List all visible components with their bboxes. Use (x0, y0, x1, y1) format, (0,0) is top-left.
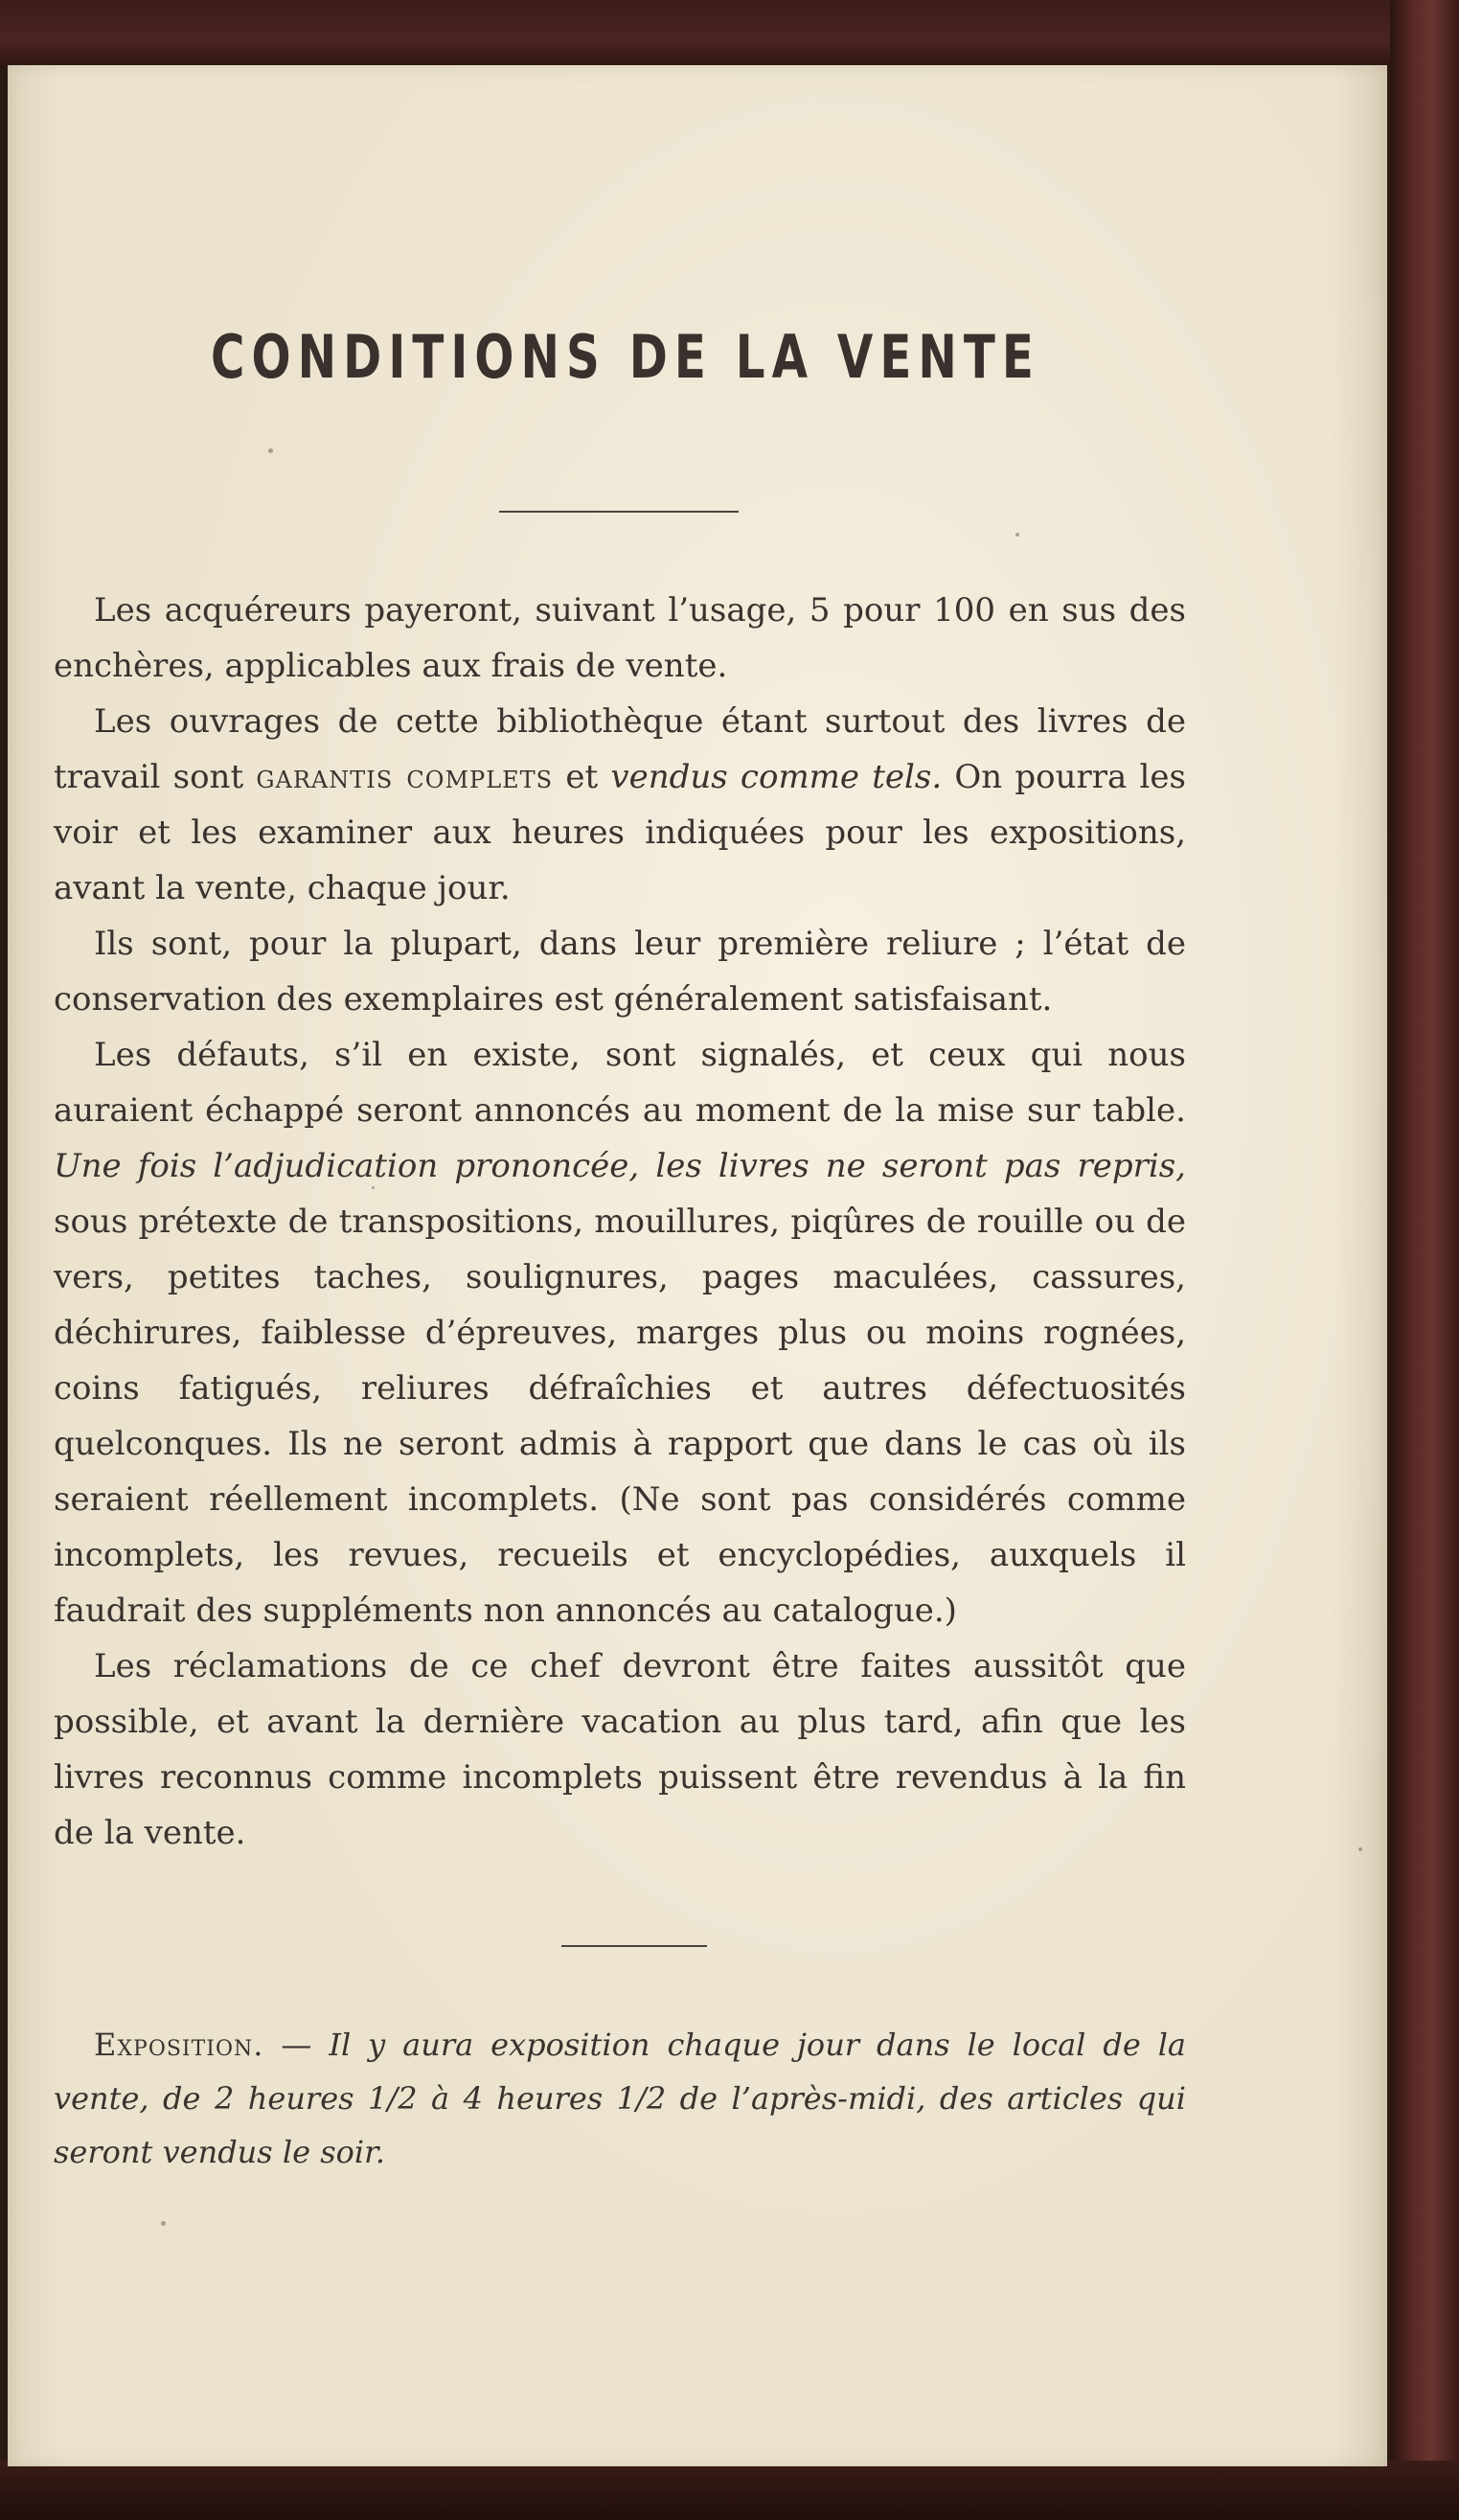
paragraph-claims: Les réclamations de ce chef devront être faites aussitôt que possible, et avant la dernière vacation au plus tard, afin que les livres reconnus comme incomplets puissent être revendus à la fin de la vente. (54, 1647, 1186, 1852)
exposition-note (54, 2018, 1186, 2179)
paragraph-defects-emphasis: Une fois l’adjudication prononcée, les livres ne seront pas repris, (54, 1147, 1186, 1185)
exposition-text: Il y aura exposition chaque jour dans le local de la vente, de 2 heures 1/2 à 4 heures 1/2 de l’après-midi, des articles qui seront vendus le soir. (54, 2027, 1187, 2170)
exposition-dash: — (263, 2027, 330, 2063)
paragraph-defects (54, 1027, 1186, 1638)
title-divider (499, 511, 739, 513)
paragraph-fees: Les acquéreurs payeront, suivant l’usage, 5 pour 100 en sus des enchères, applicables aux frais de vente. (54, 591, 1186, 685)
section-divider (561, 1945, 707, 1947)
paragraph-guarantee (54, 694, 1186, 916)
paragraph-guarantee-rest: On pourra les voir et les examiner aux heures indiquées pour les expositions, avant la vente, chaque jour. (54, 758, 1187, 907)
paragraph-guarantee-intro: Les ouvrages de cette bibliothèque étant surtout des livres de travail sont (54, 702, 1186, 796)
paragraph-defects-intro: Les défauts, s’il en existe, sont signalés, et ceux qui nous auraient échappé seront annoncés au moment de la mise sur table. (54, 1036, 1186, 1130)
page-title: CONDITIONS DE LA VENTE (211, 322, 1040, 392)
paragraph-defects-rest: sous prétexte de transpositions, mouillures, piqûres de rouille ou de vers, petites taches, soulignures, pages maculées, cassures, déchirures, faiblesse d’épreuves, marges plus ou moins rognées, coins fatigués, reliures défraîchies et autres défectuosités quelconques. Ils ne seront admis à rapport que dans le cas où ils seraient réellement incomplets. (Ne sont pas considérés comme incomplets, les revues, recueils et encyclopédies, auxquels il faudrait des suppléments non annoncés au catalogue.) (54, 1203, 1186, 1630)
book-binding-bottom (0, 2461, 1459, 2520)
book-binding-edge (1390, 0, 1459, 2520)
book-binding-top (0, 0, 1459, 67)
paragraph-condition: Ils sont, pour la plupart, dans leur première reliure ; l’état de conservation des exemplaires est généralement satisfaisant. (54, 925, 1186, 1019)
exposition-paragraph (54, 2018, 1186, 2179)
paragraph-guarantee-emphasis: vendus comme tels. (610, 758, 943, 796)
paper-speck (1015, 533, 1019, 537)
paper-speck (268, 448, 273, 453)
paper-speck (1358, 1847, 1362, 1851)
paper-speck (161, 2221, 166, 2226)
book-page (8, 65, 1387, 2466)
conditions-body (54, 583, 1186, 1861)
paragraph-guarantee-smallcaps: garantis complets (256, 758, 554, 796)
exposition-label: Exposition. (94, 2027, 264, 2063)
paragraph-guarantee-conjunction: et (553, 758, 611, 796)
